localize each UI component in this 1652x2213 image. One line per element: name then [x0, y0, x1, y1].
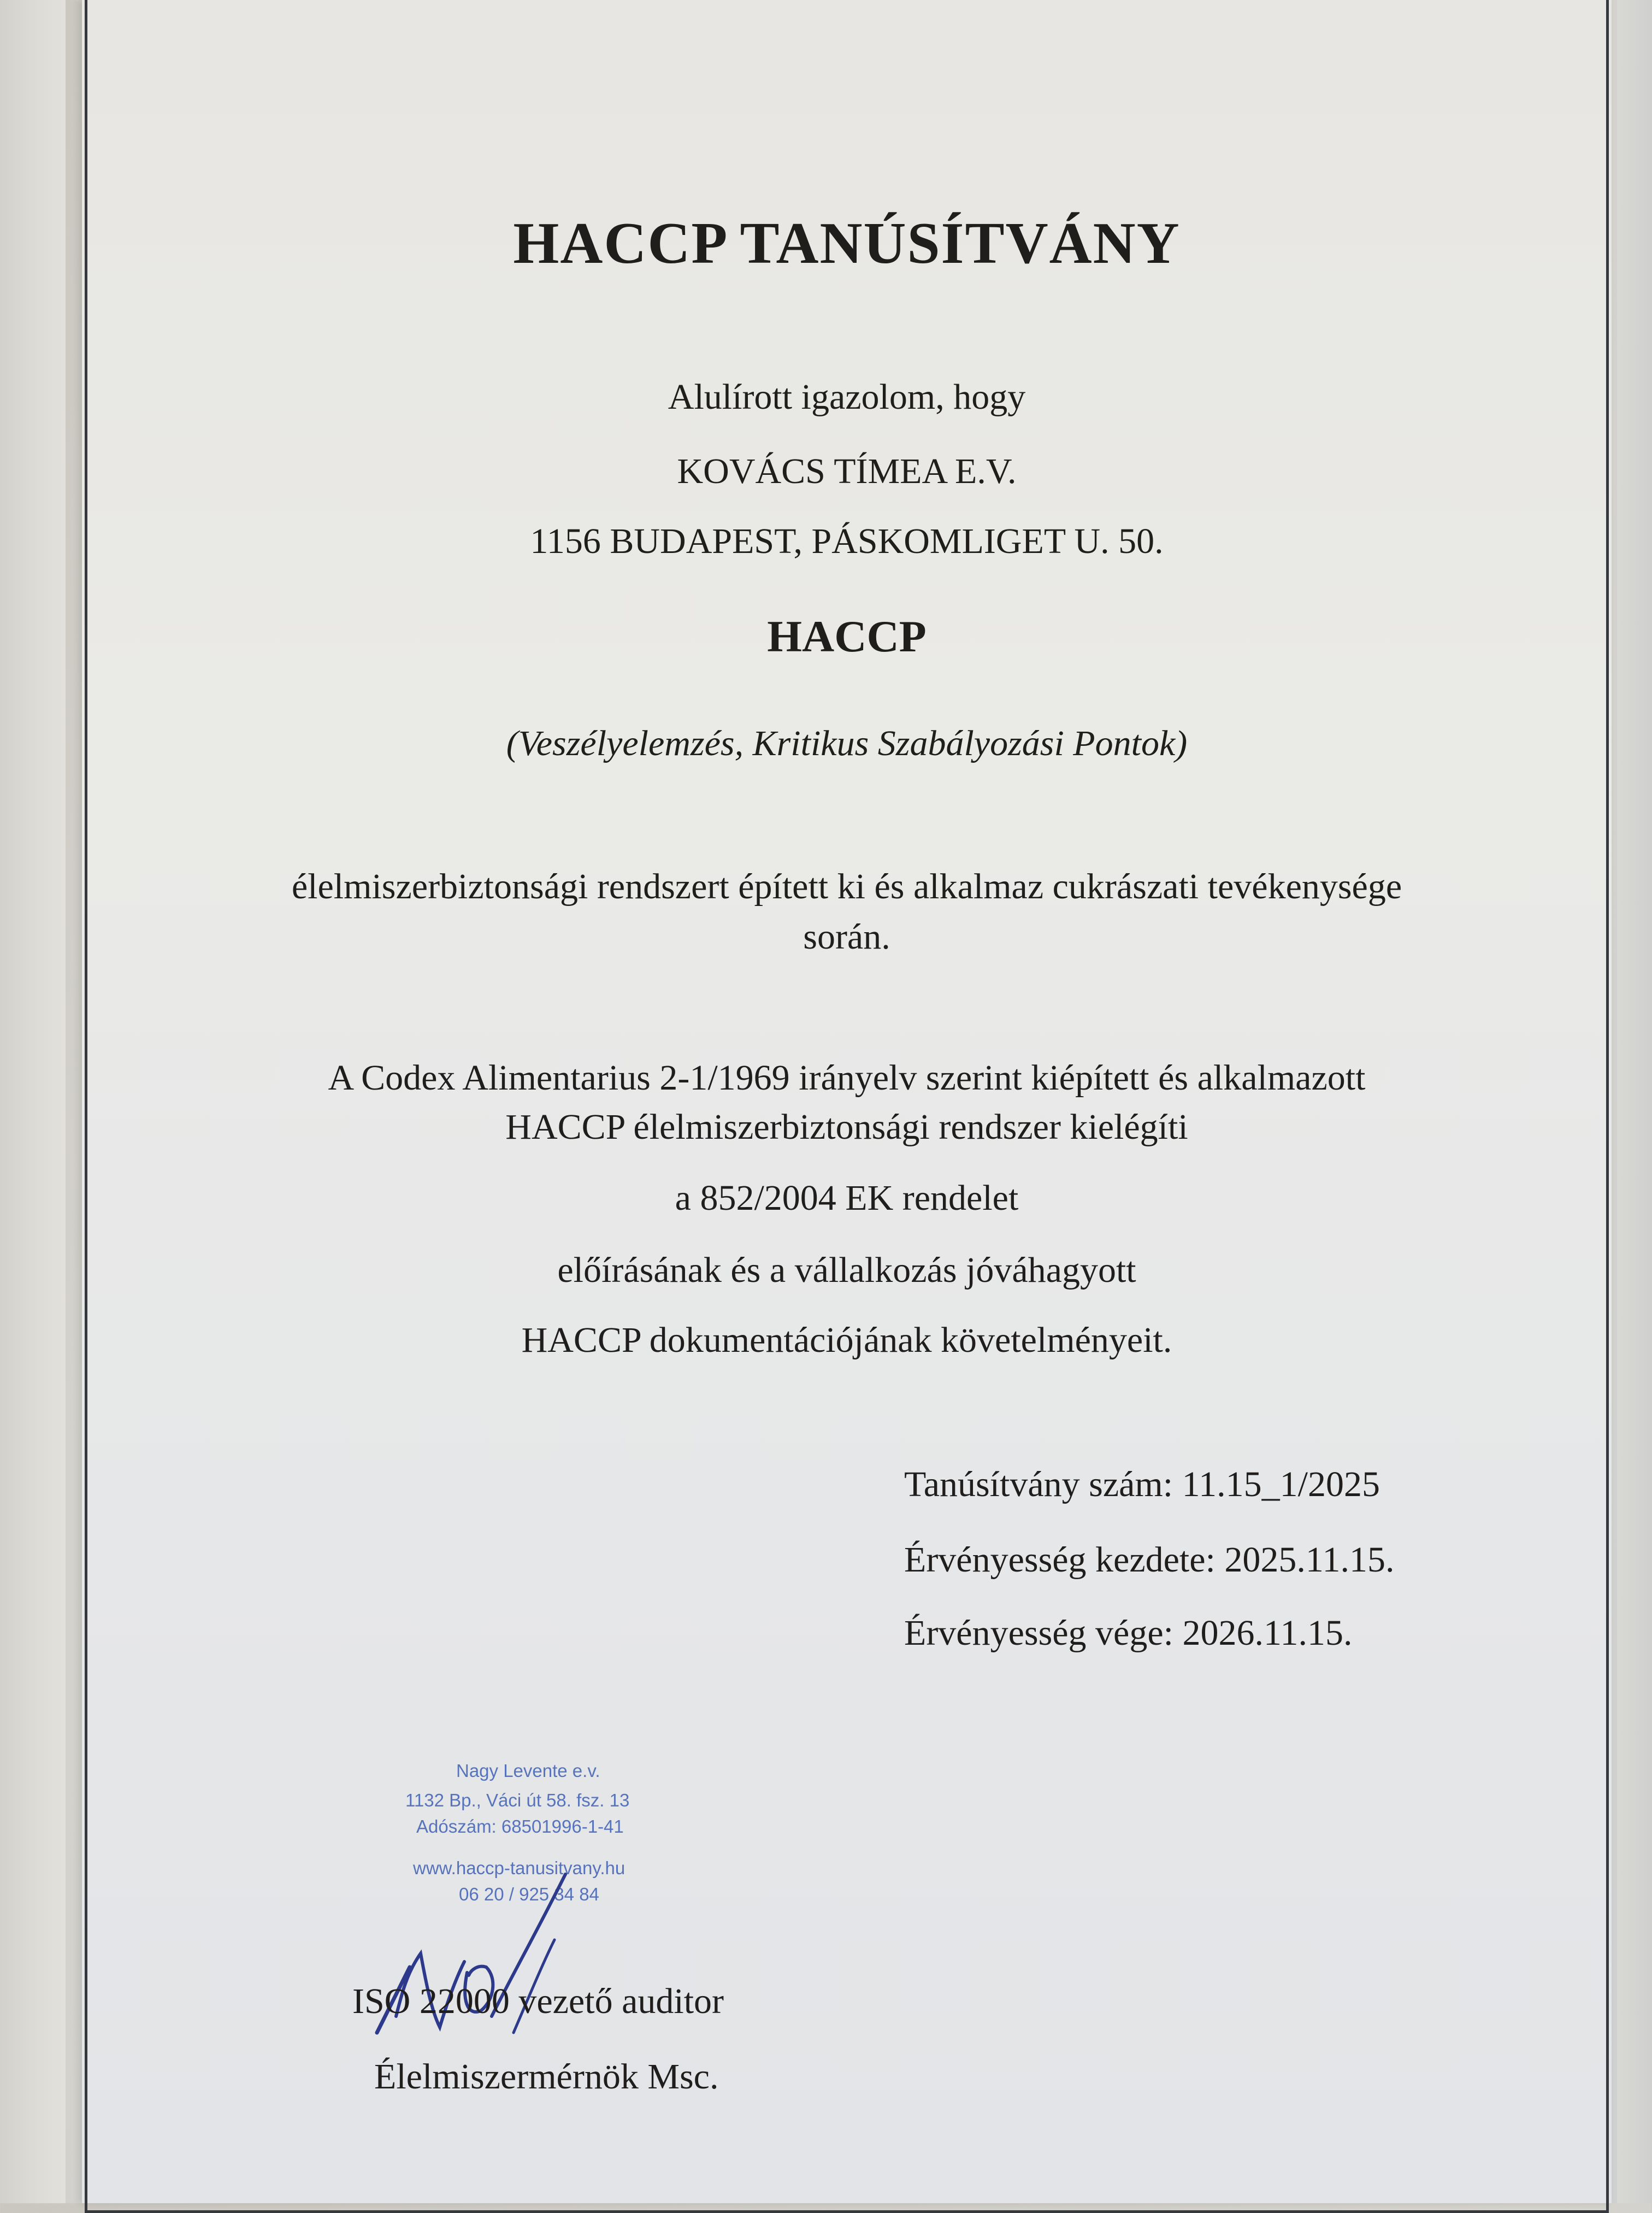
stamp-address: 1132 Bp., Váci út 58. fsz. 13 [405, 1790, 630, 1810]
certificate-number: Tanúsítvány szám: 11.15_1/2025 [904, 1464, 1380, 1504]
company-name: KOVÁCS TÍMEA E.V. [677, 451, 1017, 491]
activity-text-line-1: élelmiszerbiztonsági rendszert épített ki és alkalmaz cukrászati tevékenysége [291, 867, 1402, 907]
compliance-text-line-2: HACCP élelmiszerbiztonsági rendszer kielégíti [505, 1107, 1188, 1147]
valid-to: Érvényesség vége: 2026.11.15. [904, 1613, 1353, 1653]
background-surface-right [1617, 0, 1652, 2203]
system-expansion: (Veszélyelemzés, Kritikus Szabályozási Pontok) [506, 723, 1188, 763]
background-surface [0, 0, 66, 2203]
stamp-phone: 06 20 / 925 34 84 [459, 1884, 599, 1904]
compliance-text-line-3: a 852/2004 EK rendelet [675, 1178, 1019, 1218]
compliance-text-line-4: előírásának és a vállalkozás jóváhagyott [557, 1250, 1136, 1290]
stamp-website: www.haccp-tanusitvany.hu [413, 1858, 626, 1878]
valid-from: Érvényesség kezdete: 2025.11.15. [904, 1540, 1395, 1580]
signer-role: ISO 22000 vezető auditor [352, 1981, 724, 2021]
compliance-text-line-1: A Codex Alimentarius 2-1/1969 irányelv szerint kiépített és alkalmazott [328, 1058, 1366, 1098]
intro-text: Alulírott igazolom, hogy [668, 377, 1026, 417]
compliance-text-line-5: HACCP dokumentációjának követelményeit. [521, 1320, 1172, 1360]
system-name: HACCP [767, 611, 927, 661]
signer-title: Élelmiszermérnök Msc. [374, 2057, 719, 2097]
stamp-name: Nagy Levente e.v. [456, 1761, 600, 1781]
activity-text-line-2: során. [803, 917, 890, 957]
certificate-sheet [82, 0, 1612, 2203]
company-address: 1156 BUDAPEST, PÁSKOMLIGET U. 50. [530, 521, 1164, 561]
handwritten-signature [350, 1836, 656, 2055]
certificate-title: HACCP TANÚSÍTVÁNY [513, 211, 1181, 276]
stamp-tax-id: Adószám: 68501996-1-41 [416, 1816, 624, 1837]
